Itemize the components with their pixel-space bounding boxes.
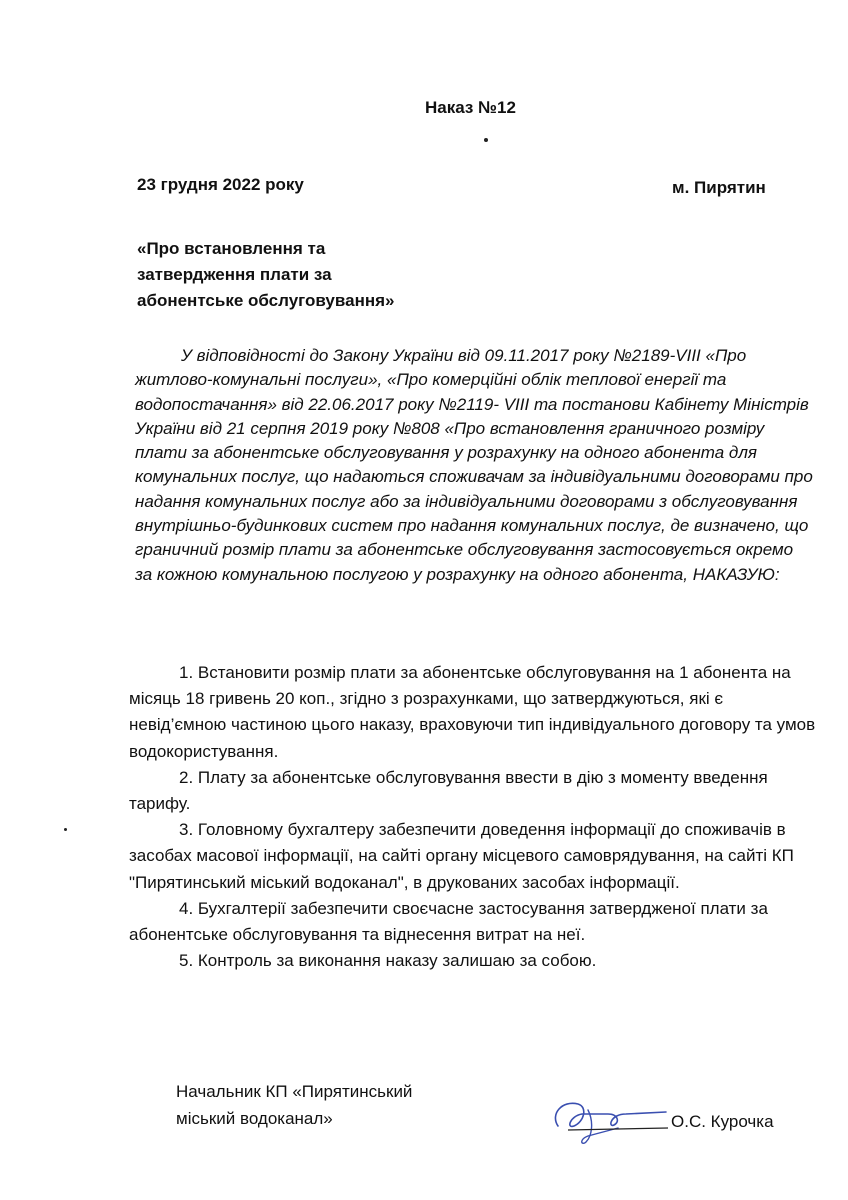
position-line: міський водоканал» [176,1109,333,1128]
document-date: 23 грудня 2022 року [137,175,304,194]
order-item: 3. Головному бухгалтеру забезпечити доведення інформації до споживачів в засобах масової інформації, на сайті органу місцевого самоврядування, на сайті КП "Пирятинський міський водоканал", в друкованих засобах інформації. [129,820,794,892]
signatory-name: О.С. Курочка [671,1112,774,1131]
order-item: 4. Бухгалтерії забезпечити своєчасне застосування затвердженої плати за абонентське обслуговування та віднесення витрат на неї. [129,898,768,945]
document-title: Наказ №12 [425,98,516,117]
preamble-paragraph: У відповідності до Закону України від 09.11.2017 року №2189-VIII «Про житлово-комунальні послуги», «Про комерційні облік теплової енергії та водопостачання» від 22.06.2017 року №2119- VIII та постанови Кабінету Міністрів України від 21 серпня 2019 року №808 «Про встановлення граничного розміру плати за абонентське обслуговування у розрахунку на одного абонента для комунальних послуг, що надаються споживачам за індивідуальними договорами про надання комунальних послуг або за індивідуальними договорами з обслуговування внутрішньо-будинкових систем про надання комунальних послуг, де визначено, що граничний розмір плати за абонентське обслуговування застосовується окремо за кожною комунальною послугою у розрахунку на одного абонента, НАКАЗУЮ: [135,346,813,584]
subject-line: затвердження плати за [137,265,332,284]
scan-speck [484,138,488,142]
document-subject [137,236,467,314]
signature-scribble [548,1092,678,1152]
document-city: м. Пирятин [672,178,766,197]
order-item: 2. Плату за абонентське обслуговування ввести в дію з моменту введення тарифу. [129,767,768,814]
subject-line: абонентське обслуговування» [137,291,395,310]
position-line: Начальник КП «Пирятинський [176,1082,413,1101]
order-item: 5. Контроль за виконання наказу залишаю за собою. [179,951,597,971]
order-items [129,660,819,974]
signatory-position [176,1078,412,1132]
scan-speck [64,828,67,831]
handwritten-signature [548,1092,678,1157]
order-item: 1. Встановити розмір плати за абонентське обслуговування на 1 абонента на місяць 18 гривень 20 коп., згідно з розрахунками, що затверджуються, які є невід’ємною частиною цього наказу, враховуючи тип індивідуального договору та умов водокористування. [129,663,816,761]
subject-line: «Про встановлення та [137,239,326,258]
